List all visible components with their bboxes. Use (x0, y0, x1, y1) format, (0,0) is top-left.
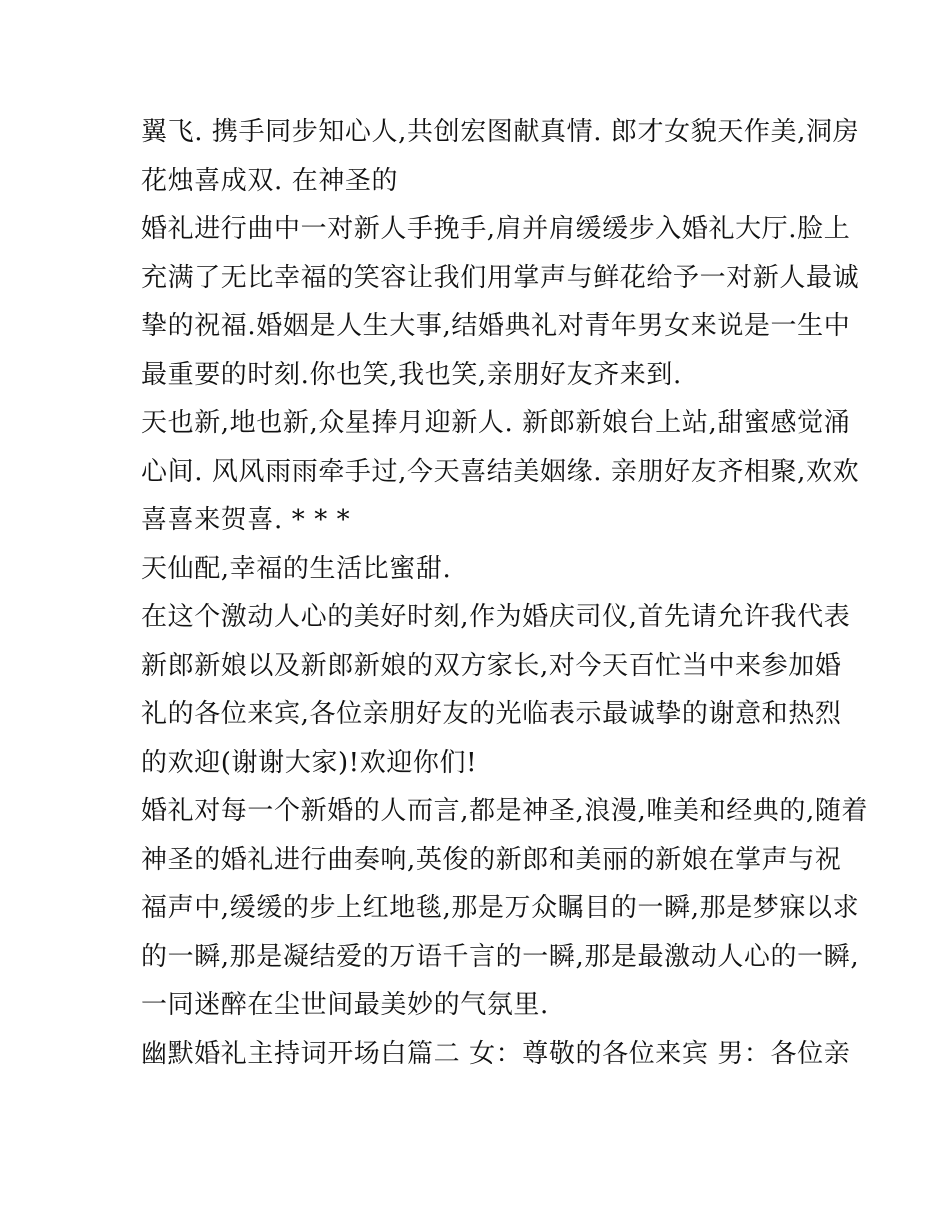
text-line: 的一瞬,那是凝结爱的万语千言的一瞬,那是最激动人心的一瞬, (141, 941, 860, 972)
text-line: 新郎新娘以及新郎新娘的双方家长,对今天百忙当中来参加婚 (141, 650, 842, 681)
text-line: 幽默婚礼主持词开场白篇二 女：尊敬的各位来宾 男：各位亲 (141, 1038, 851, 1069)
text-line: 天仙配,幸福的生活比蜜甜. (141, 553, 452, 584)
text-line: 花烛喜成双. 在神圣的 (141, 165, 399, 196)
text-line: 喜喜来贺喜. * * * (141, 505, 351, 535)
text-line: 一同迷醉在尘世间最美妙的气氛里. (141, 990, 549, 1020)
text-line: 最重要的时刻.你也笑,我也笑,亲朋好友齐来到. (141, 359, 682, 390)
document-text-body (141, 108, 869, 1078)
text-line: 充满了无比幸福的笑容让我们用掌声与鲜花给予一对新人最诚 (141, 262, 860, 293)
text-line: 婚礼对每一个新婚的人而言,都是神圣,浪漫,唯美和经典的,随着 (141, 796, 869, 826)
text-line: 挚的祝福.婚姻是人生大事,结婚典礼对青年男女来说是一生中 (141, 311, 851, 341)
text-line: 神圣的婚礼进行曲奏响,英俊的新郎和美丽的新娘在掌声与祝 (141, 844, 842, 875)
text-line: 的欢迎(谢谢大家)!欢迎你们! (141, 747, 478, 778)
text-line: 在这个激动人心的美好时刻,作为婚庆司仪,首先请允许我代表 (141, 602, 851, 632)
text-line: 心间. 风风雨雨牵手过,今天喜结美姻缘. 亲朋好友齐相聚,欢欢 (141, 456, 860, 487)
text-line: 礼的各位来宾,各位亲朋好友的光临表示最诚挚的谢意和热烈 (141, 699, 842, 729)
text-line: 翼飞. 携手同步知心人,共创宏图献真情. 郎才女貌天作美,洞房 (141, 117, 860, 147)
text-line: 福声中,缓缓的步上红地毯,那是万众瞩目的一瞬,那是梦寐以求 (141, 893, 860, 923)
text-line: 婚礼进行曲中一对新人手挽手,肩并肩缓缓步入婚礼大厅.脸上 (141, 214, 851, 244)
text-line: 天也新,地也新,众星捧月迎新人. 新郎新娘台上站,甜蜜感觉涌 (141, 408, 851, 438)
